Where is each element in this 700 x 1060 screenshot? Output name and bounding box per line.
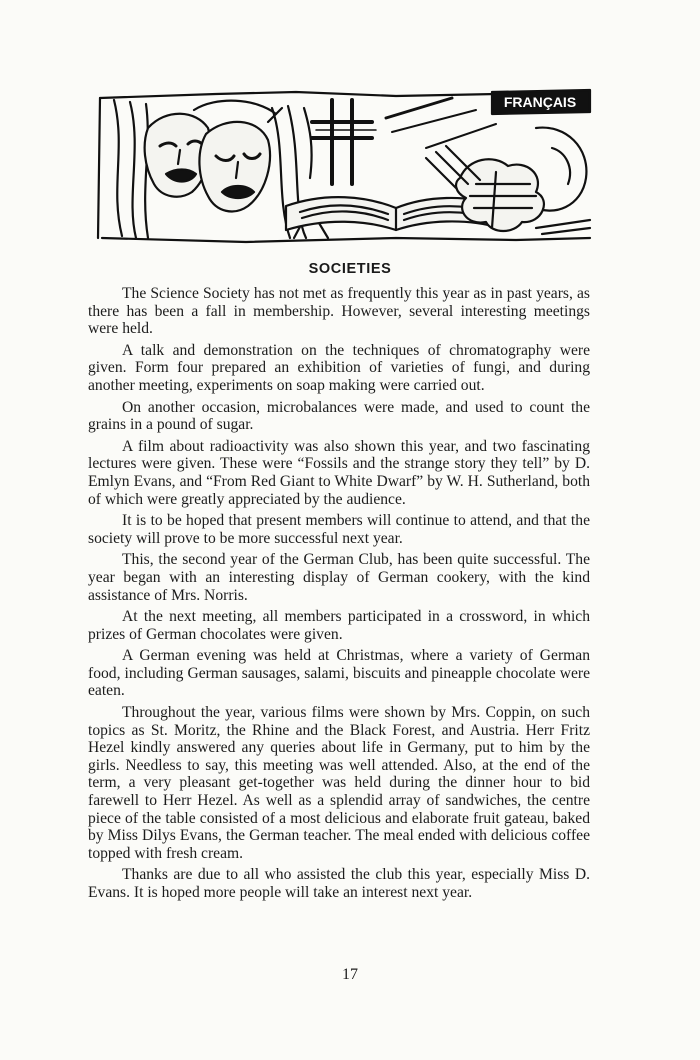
theatre-masks-cross-book-illustration-icon [96,88,594,248]
paragraph: A film about radioactivity was also shown this year, and two fascinating lectures were given. These were “Fossils and the strange story they tell” by D. Emlyn Evans, and “From Red Giant to White Dwarf” by W. H. Sutherland, both of which were greatly appreciated by the audience. [88,437,590,508]
sign-text: FRANÇAIS [503,94,577,110]
paragraph: At the next meeting, all members participated in a crossword, in which prizes of German chocolates were given. [88,608,590,643]
paragraph: On another occasion, microbalances were made, and used to count the grains in a pound of sugar. [88,398,590,434]
page-number: 17 [342,966,358,983]
paragraph: A German evening was held at Christmas, where a variety of German food, including German sausages, salami, biscuits and pineapple chocolate were eaten. [88,647,590,700]
paragraph: A talk and demonstration on the techniques of chromatography were given. Form four prepared an exhibition of varieties of fungi, and during another meeting, experiments on soap making were carried out. [88,341,590,394]
paragraph: This, the second year of the German Club, has been quite successful. The year began with an interesting display of German cookery, with the kind assistance of Mrs. Norris. [88,551,590,604]
header-illustration [96,88,594,248]
paragraph: Thanks are due to all who assisted the club this year, especially Miss D. Evans. It is hoped more people will take an interest next year. [88,866,590,901]
paragraph: The Science Society has not met as frequently this year as in past years, as there has been a fall in membership. However, several interesting meetings were held. [88,285,590,338]
paragraph: It is to be hoped that present members will continue to attend, and that the society will prove to be more successful next year. [88,512,590,547]
article-body [88,285,590,906]
page-title: SOCIETIES [308,261,392,277]
paragraph: Throughout the year, various films were shown by Mrs. Coppin, on such topics as St. Moritz, the Rhine and the Black Forest, and Austria. Herr Fritz Hezel kindly answered any queries about life in Germany, put to him by the girls. Needless to say, this meeting was well attended. Also, at the end of the term, a very pleasant get-together was held during the dinner hour to bid farewell to Herr Hezel. As well as a splendid array of sandwiches, the centre piece of the table consisted of a most delicious and elaborate fruit gateau, baked by Miss Dilys Evans, the German teacher. The meal ended with delicious coffee topped with fresh cream. [88,704,590,862]
